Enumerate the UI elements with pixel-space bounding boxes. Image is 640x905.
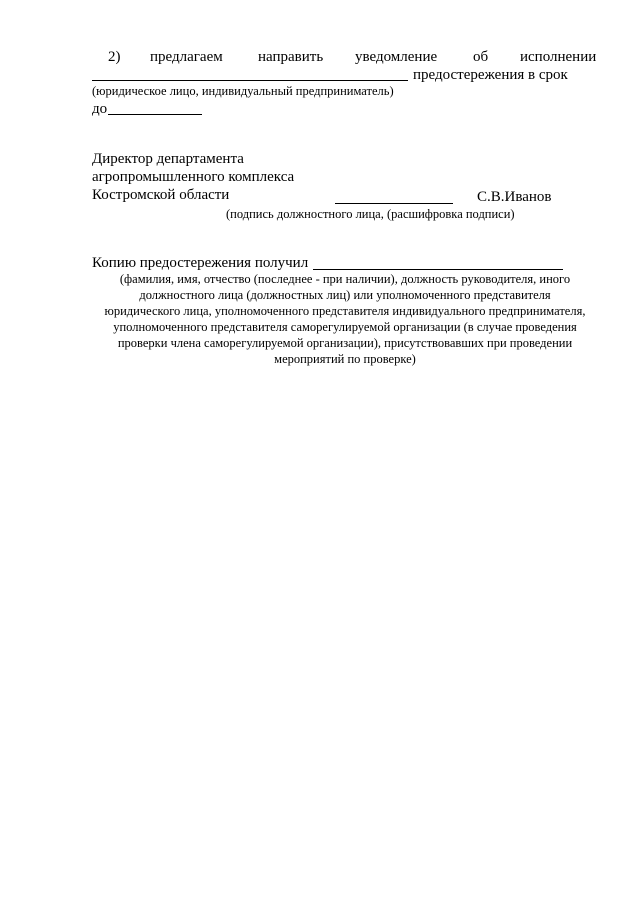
word-about: об bbox=[473, 49, 489, 65]
signature-caption: (подпись должностного лица, (расшифровка подписи) bbox=[226, 207, 515, 221]
signer-position-line3: Костромской области bbox=[92, 187, 230, 203]
receipt-caption-line: уполномоченного представителя саморегулируемой организации (в случае проведения bbox=[113, 320, 577, 334]
receipt-label: Копию предостережения получил bbox=[92, 255, 309, 271]
paragraph-number: 2) bbox=[108, 49, 121, 65]
signer-name: С.В.Иванов bbox=[477, 189, 552, 205]
word-suggest: предлагаем bbox=[150, 49, 223, 65]
receipt-caption-line: (фамилия, имя, отчество (последнее - при наличии), должность руководителя, иного bbox=[119, 272, 571, 286]
word-send: направить bbox=[258, 49, 324, 65]
word-execution: исполнении bbox=[520, 49, 597, 65]
receipt-caption-line: должностного лица (должностных лиц) или уполномоченного представителя bbox=[139, 288, 551, 302]
receipt-underline[interactable] bbox=[313, 269, 563, 270]
receipt-caption-line: проверки члена саморегулируемой организации), присутствовавших при проведении bbox=[117, 336, 573, 350]
receipt-caption-line: мероприятий по проверке) bbox=[274, 352, 416, 366]
signer-position-line2: агропромышленного комплекса bbox=[92, 169, 295, 185]
entity-underline[interactable] bbox=[92, 80, 408, 81]
deadline-text: предостережения в срок bbox=[413, 67, 568, 83]
word-notice: уведомление bbox=[355, 49, 438, 65]
signature-underline[interactable] bbox=[335, 203, 453, 204]
until-date-underline[interactable] bbox=[108, 114, 202, 115]
until-label: до bbox=[92, 101, 108, 117]
entity-caption: (юридическое лицо, индивидуальный предприниматель) bbox=[92, 84, 394, 98]
receipt-caption bbox=[80, 271, 610, 367]
signer-position-line1: Директор департамента bbox=[92, 151, 244, 167]
receipt-caption-line: юридического лица, уполномоченного представителя индивидуального предпринимателя, bbox=[104, 304, 586, 318]
